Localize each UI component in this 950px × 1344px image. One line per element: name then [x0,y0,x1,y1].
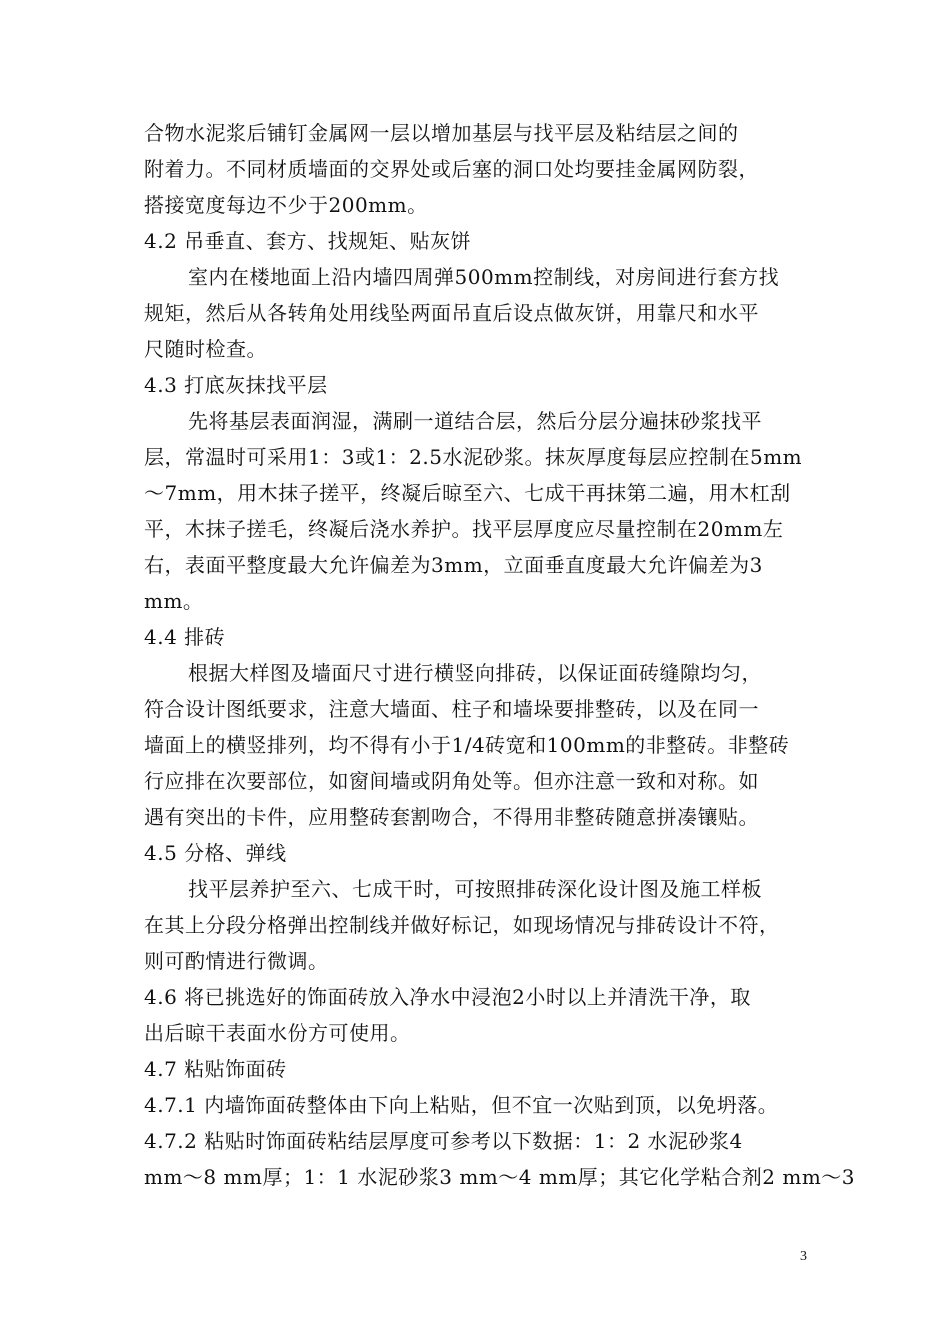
text-line: 室内在楼地面上沿内墙四周弹500mm控制线，对房间进行套方找 [188,265,780,289]
text-line: 遇有突出的卡件，应用整砖套割吻合，不得用非整砖随意拼凑镶贴。 [144,805,759,829]
text-line: 4.7.1 内墙饰面砖整体由下向上粘贴，但不宜一次贴到顶，以免坍落。 [144,1093,779,1117]
text-line: ～7mm，用木抹子搓平，终凝后晾至六、七成干再抹第二遍，用木杠刮 [144,481,791,505]
section-heading: 4.5 分格、弹线 [144,841,287,865]
text-line: 层，常温时可采用1：3或1：2.5水泥砂浆。抹灰厚度每层应控制在5mm [144,445,803,469]
text-line: 右，表面平整度最大允许偏差为3mm，立面垂直度最大允许偏差为3 [144,553,763,577]
section-heading: 4.7 粘贴饰面砖 [144,1057,287,1081]
text-line: 附着力。不同材质墙面的交界处或后塞的洞口处均要挂金属网防裂， [144,157,759,181]
text-line: 在其上分段分格弹出控制线并做好标记，如现场情况与排砖设计不符， [144,913,780,937]
text-line: mm～8 mm厚；1：1 水泥砂浆3 mm～4 mm厚；其它化学粘合剂2 mm～3 [144,1165,856,1189]
text-line: 搭接宽度每边不少于200mm。 [144,193,428,217]
page-number: 3 [800,1249,807,1264]
text-line: mm。 [144,589,204,613]
section-heading: 4.2 吊垂直、套方、找规矩、贴灰饼 [144,229,472,253]
text-line: 合物水泥浆后铺钉金属网一层以增加基层与找平层及粘结层之间的 [144,121,739,145]
text-line: 墙面上的横竖排列，均不得有小于1/4砖宽和100mm的非整砖。非整砖 [144,733,790,757]
text-line: 规矩，然后从各转角处用线坠两面吊直后设点做灰饼，用靠尺和水平 [144,301,759,325]
text-line: 尺随时检查。 [144,337,267,361]
text-line: 先将基层表面润湿，满刷一道结合层，然后分层分遍抹砂浆找平 [188,409,762,433]
text-line: 则可酌情进行微调。 [144,949,329,973]
text-line: 4.7.2 粘贴时饰面砖粘结层厚度可参考以下数据：1：2 水泥砂浆4 [144,1129,743,1153]
text-line: 平，木抹子搓毛，终凝后浇水养护。找平层厚度应尽量控制在20mm左 [144,517,784,541]
text-line: 行应排在次要部位，如窗间墙或阴角处等。但亦注意一致和对称。如 [144,769,759,793]
section-heading: 4.3 打底灰抹找平层 [144,373,328,397]
text-line: 根据大样图及墙面尺寸进行横竖向排砖，以保证面砖缝隙均匀， [188,661,762,685]
section-heading: 4.4 排砖 [144,625,226,649]
text-line: 找平层养护至六、七成干时，可按照排砖深化设计图及施工样板 [188,877,762,901]
text-line: 出后晾干表面水份方可使用。 [144,1021,411,1045]
text-line: 4.6 将已挑选好的饰面砖放入净水中浸泡2小时以上并清洗干净，取 [144,985,751,1009]
text-line: 符合设计图纸要求，注意大墙面、柱子和墙垛要排整砖，以及在同一 [144,697,759,721]
